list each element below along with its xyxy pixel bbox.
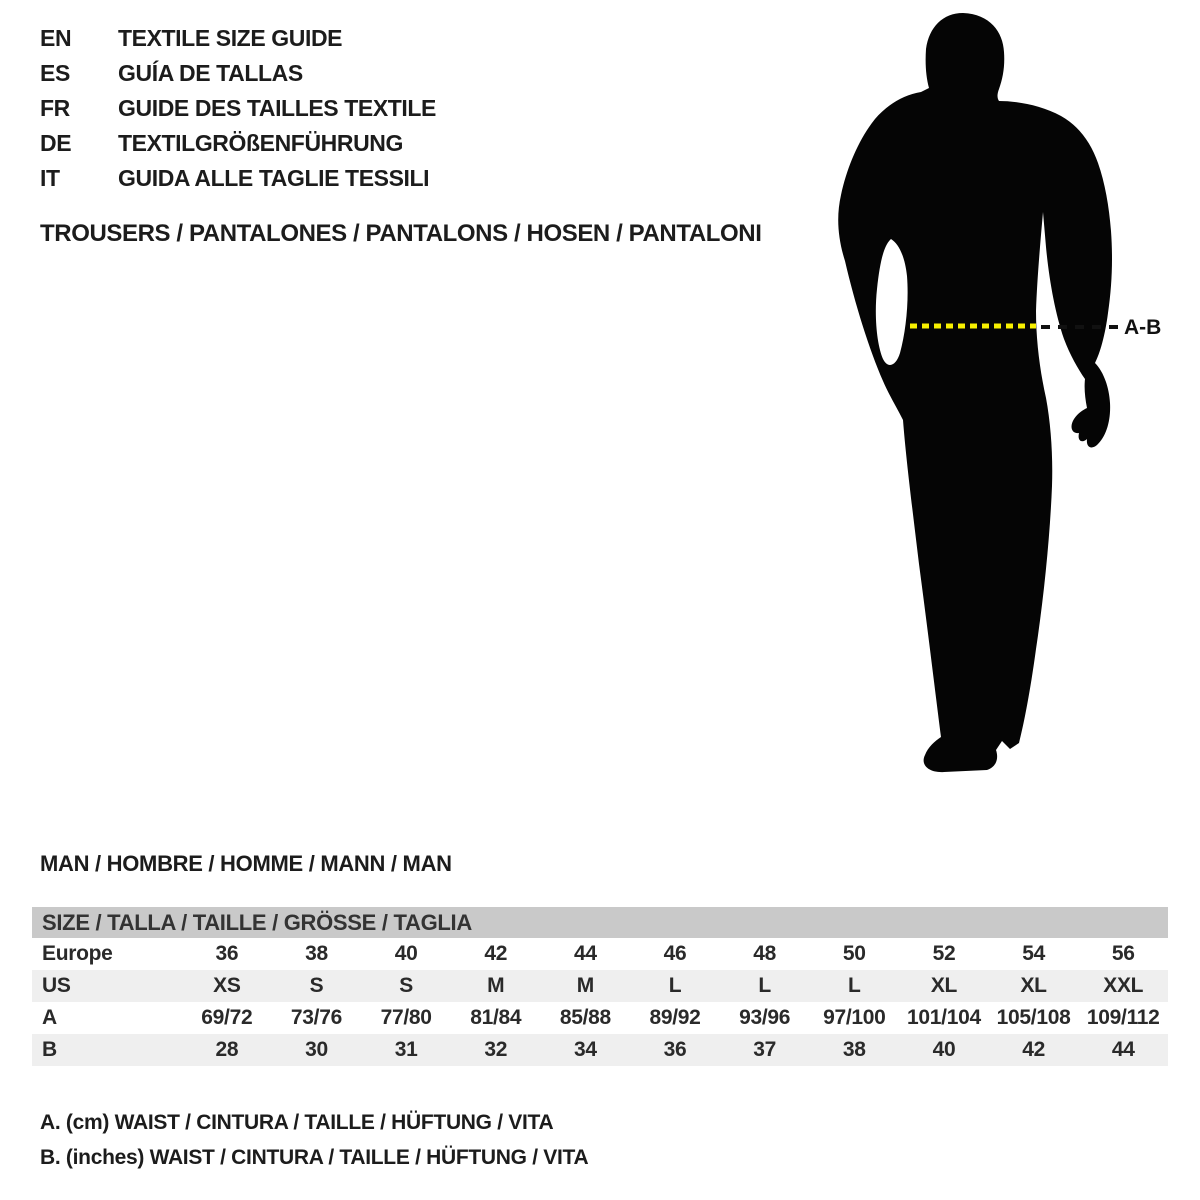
- size-value: 42: [484, 942, 508, 965]
- size-table-header: SIZE / TALLA / TAILLE / GRÖSSE / TAGLIA: [32, 907, 1168, 938]
- size-value: 46: [663, 942, 687, 965]
- size-value: 44: [1111, 1038, 1135, 1061]
- size-value: 40: [932, 1038, 956, 1061]
- size-value: 36: [215, 942, 239, 965]
- size-table: [32, 907, 1168, 1066]
- size-value: 56: [1111, 942, 1135, 965]
- size-value: M: [487, 974, 505, 997]
- size-row-us: [32, 970, 1168, 1002]
- language-title: GUIDA ALLE TAGLIE TESSILI: [118, 165, 430, 191]
- size-value: 73/76: [290, 1006, 342, 1029]
- row-label: A: [42, 1006, 57, 1029]
- size-value: 36: [663, 1038, 687, 1061]
- size-value: XXL: [1103, 974, 1144, 997]
- language-row-es: [40, 56, 436, 91]
- size-value: 28: [215, 1038, 239, 1061]
- language-code: DE: [40, 130, 72, 156]
- size-row-a: [32, 1002, 1168, 1034]
- language-row-it: [40, 161, 436, 196]
- language-title: GUÍA DE TALLAS: [118, 60, 303, 86]
- language-code: EN: [40, 25, 72, 51]
- row-label: US: [42, 974, 71, 997]
- size-value: 48: [753, 942, 777, 965]
- language-title: GUIDE DES TAILLES TEXTILE: [118, 95, 436, 121]
- size-value: 105/108: [996, 1006, 1071, 1029]
- size-value: 89/92: [649, 1006, 701, 1029]
- size-value: 44: [574, 942, 597, 965]
- size-value: XL: [930, 974, 958, 997]
- size-value: 97/100: [823, 1006, 886, 1029]
- size-value: L: [758, 974, 771, 997]
- language-title: TEXTILGRÖßENFÜHRUNG: [118, 130, 403, 156]
- size-value: 85/88: [559, 1006, 611, 1029]
- language-code: IT: [40, 165, 60, 191]
- footnotes: [40, 1105, 588, 1175]
- size-value: XL: [1020, 974, 1047, 997]
- size-value: 109/112: [1086, 1006, 1160, 1029]
- size-row-b: [32, 1034, 1168, 1066]
- size-table-rows: [32, 938, 1168, 1066]
- section-title: MAN / HOMBRE / HOMME / MANN / MAN: [40, 851, 452, 876]
- size-value: S: [309, 974, 324, 997]
- size-value: 38: [842, 1038, 866, 1061]
- language-row-en: [40, 21, 436, 56]
- size-value: XS: [213, 974, 241, 997]
- measure-label: A-B: [1124, 316, 1162, 339]
- size-value: 52: [932, 942, 956, 965]
- size-value: 69/72: [201, 1006, 253, 1029]
- size-value: 77/80: [380, 1006, 432, 1029]
- language-row-fr: [40, 91, 436, 126]
- language-title: TEXTILE SIZE GUIDE: [118, 25, 343, 51]
- size-value: 50: [842, 942, 866, 965]
- language-title-list: [40, 21, 436, 196]
- size-value: 32: [484, 1038, 508, 1061]
- size-value: 40: [394, 942, 418, 965]
- man-silhouette-figure: [820, 0, 1200, 800]
- man-silhouette: [838, 13, 1112, 772]
- language-code: FR: [40, 95, 70, 121]
- footnote-a-cm: A. (cm) WAIST / CINTURA / TAILLE / HÜFTUNG / VITA: [40, 1111, 554, 1134]
- size-value: S: [399, 974, 413, 997]
- size-value: 31: [394, 1038, 418, 1061]
- size-value: 38: [305, 942, 328, 965]
- size-row-europe: [32, 938, 1168, 970]
- row-label: B: [42, 1038, 57, 1061]
- size-value: 81/84: [470, 1006, 522, 1029]
- size-value: L: [668, 974, 682, 997]
- language-row-de: [40, 126, 436, 161]
- footnote-b-inches: B. (inches) WAIST / CINTURA / TAILLE / HÜFTUNG / VITA: [40, 1146, 589, 1169]
- row-label: Europe: [42, 942, 113, 965]
- size-value: M: [576, 974, 594, 997]
- size-value: 37: [753, 1038, 777, 1061]
- size-value: 30: [305, 1038, 328, 1061]
- size-value: 93/96: [739, 1006, 791, 1029]
- size-value: 34: [574, 1038, 597, 1061]
- size-value: L: [848, 974, 861, 997]
- size-value: 101/104: [907, 1006, 981, 1029]
- size-value: 54: [1022, 942, 1045, 965]
- garment-title: TROUSERS / PANTALONES / PANTALONS / HOSEN / PANTALONI: [40, 220, 762, 247]
- size-value: 42: [1022, 1038, 1045, 1061]
- language-code: ES: [40, 60, 70, 86]
